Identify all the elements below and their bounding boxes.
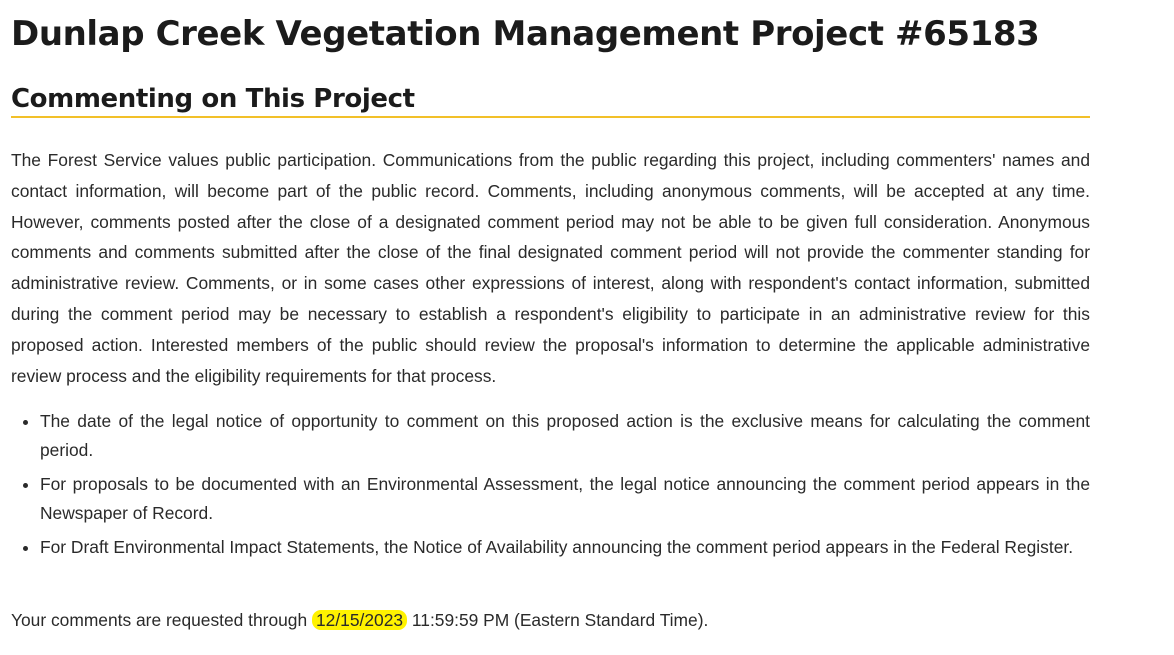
deadline-prefix: Your comments are requested through xyxy=(11,610,308,630)
deadline-time: 11:59:59 PM (Eastern Standard Time). xyxy=(411,610,709,630)
deadline-date-highlighted: 12/15/2023 xyxy=(312,610,407,630)
section-divider xyxy=(11,116,1090,118)
commenting-section-heading: Commenting on This Project xyxy=(11,84,415,114)
public-participation-paragraph: The Forest Service values public participation. Communications from the public regarding this project, including commenters' names and contact information, will become part of the public record. Comments, including anonymous comments, will be accepted at any time. However, comments posted after the close of a designated comment period may not be able to be given full consideration. Anonymous comments and comments submitted after the close of the final designated comment period will not provide the commenter standing for administrative review. Comments, or in some cases other expressions of interest, along with respondent's contact information, submitted during the comment period may be necessary to establish a respondent's eligibility to participate in an administrative review for this proposed action. Interested members of the public should review the proposal's information to determine the applicable administrative review process and the eligibility requirements for that process. xyxy=(11,150,1090,386)
comment-period-notice-list xyxy=(11,407,1090,567)
list-item: • For Draft Environmental Impact Statements, the Notice of Availability announcing the comment period appears in the Federal Register. xyxy=(40,533,1090,562)
comment-deadline xyxy=(11,606,1090,635)
list-item: • For proposals to be documented with an Environmental Assessment, the legal notice announcing the comment period appears in the Newspaper of Record. xyxy=(40,470,1090,528)
list-item: • The date of the legal notice of opportunity to comment on this proposed action is the exclusive means for calculating the comment period. xyxy=(40,407,1090,465)
page-title: Dunlap Creek Vegetation Management Project #65183 xyxy=(11,14,1040,54)
